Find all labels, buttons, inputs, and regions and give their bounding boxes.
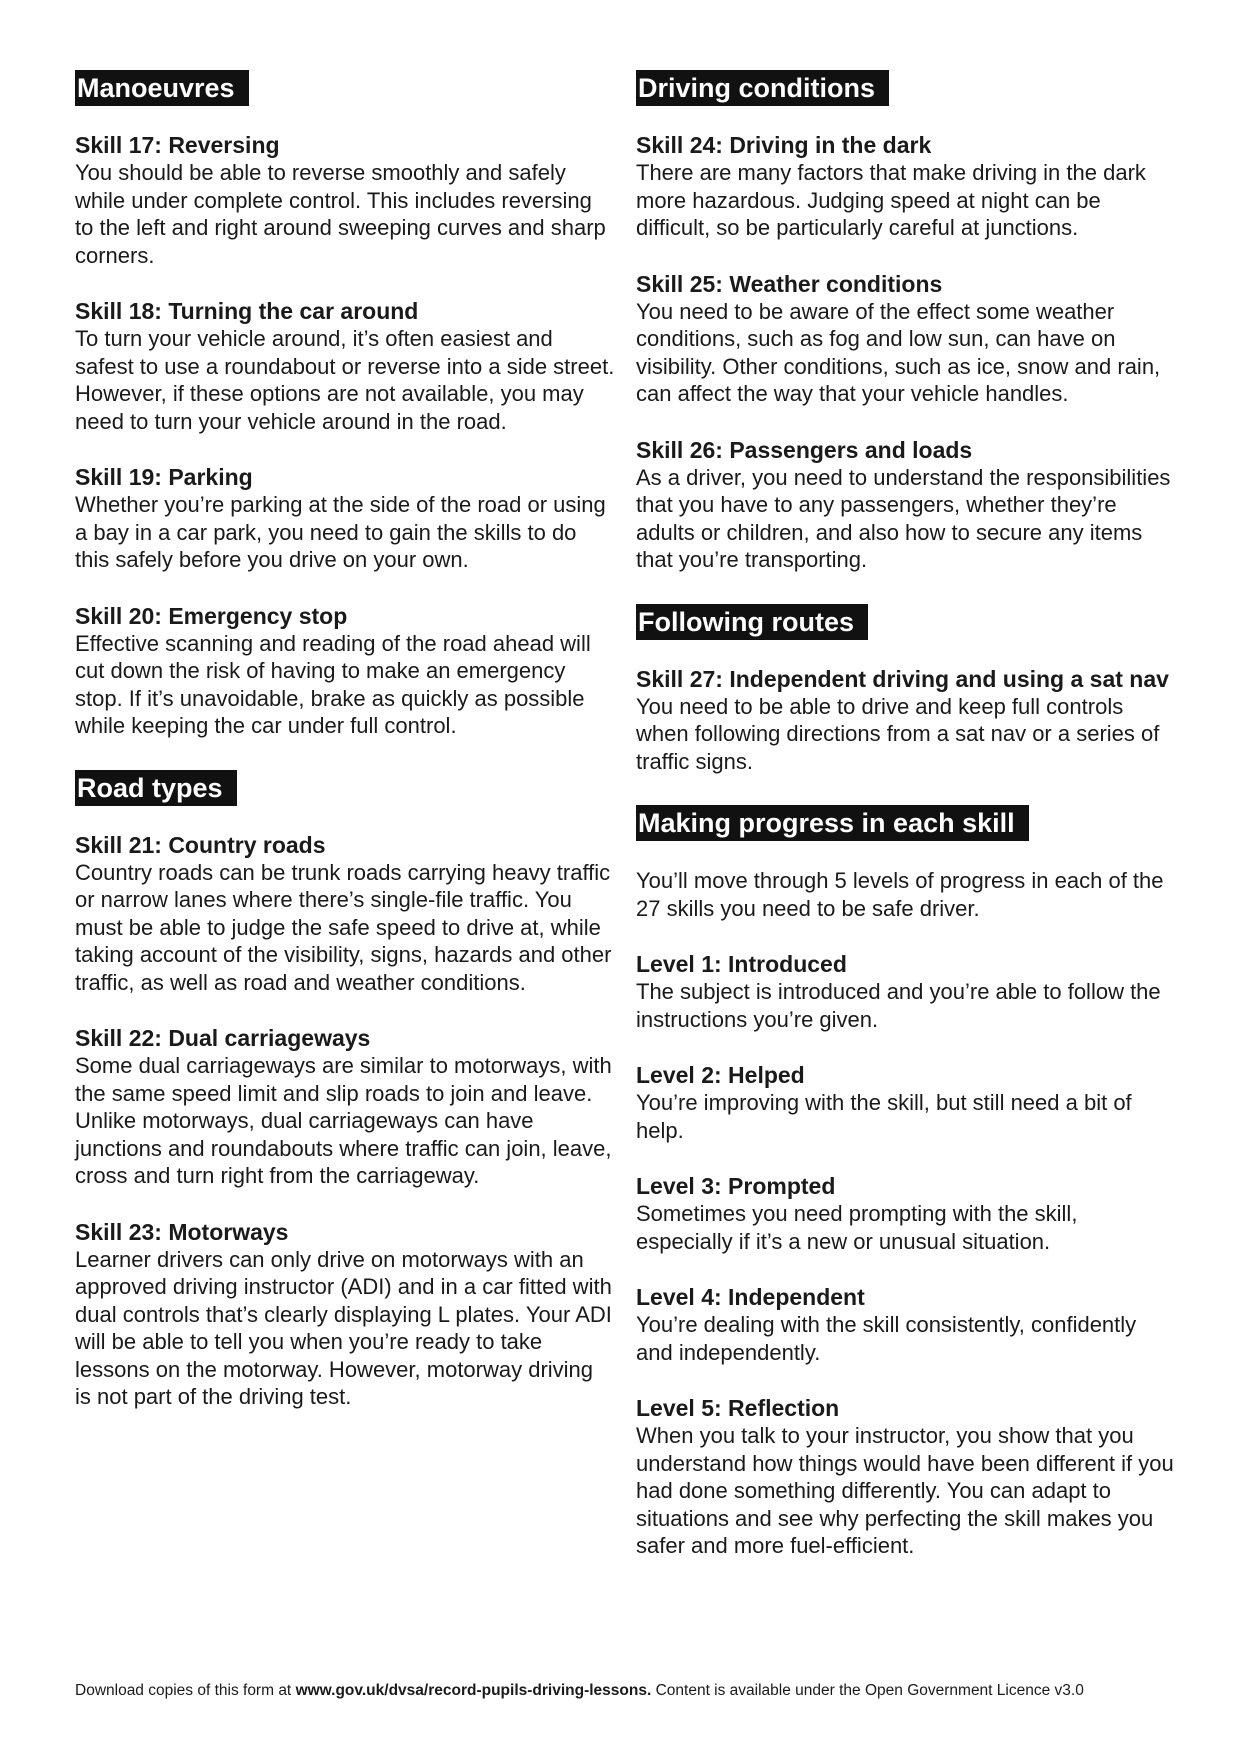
skill-27 xyxy=(636,666,1176,776)
skill-22 xyxy=(75,1025,615,1190)
level-title: Level 3: Prompted xyxy=(636,1173,836,1199)
skill-21 xyxy=(75,832,615,997)
footer-licence: Content is available under the Open Government Licence v3.0 xyxy=(651,1682,1084,1699)
skill-description: There are many factors that make driving in the dark more hazardous. Judging speed at night can be difficult, so be particularly careful at junctions. xyxy=(636,160,1146,240)
skill-title: Skill 21: Country roads xyxy=(75,831,326,858)
level-description: The subject is introduced and you’re able to follow the instructions you’re given. xyxy=(636,979,1161,1032)
level-description: Sometimes you need prompting with the skill, especially if it’s a new or unusual situation. xyxy=(636,1201,1078,1254)
footer-prefix: Download copies of this form at xyxy=(75,1682,296,1699)
skill-23 xyxy=(75,1219,615,1411)
section-heading: Manoeuvres xyxy=(75,70,249,106)
skill-description: Effective scanning and reading of the road ahead will cut down the risk of having to make an emergency stop. If it’s unavoidable, brake as quickly as possible while keeping the car under full control. xyxy=(75,630,591,738)
skill-20 xyxy=(75,603,615,740)
skill-title: Skill 23: Motorways xyxy=(75,1218,289,1245)
skill-description: Learner drivers can only drive on motorways with an approved driving instructor (ADI) and in a car fitted with dual controls that’s clearly displaying L plates. Your ADI will be able to tell you when you’re ready to take lessons on the motorway. However, motorway driving is not part of the driving test. xyxy=(75,1246,612,1409)
skill-title: Skill 25: Weather conditions xyxy=(636,270,943,297)
section-heading: Making progress in each skill xyxy=(636,805,1029,841)
section-heading: Road types xyxy=(75,770,237,806)
skill-24 xyxy=(636,132,1176,242)
level-description: When you talk to your instructor, you show that you understand how things would have been different if you had done something differently. You can adapt to situations and see why perfecting the skill makes you safer and more fuel-efficient. xyxy=(636,1423,1174,1558)
level-title: Level 1: Introduced xyxy=(636,951,847,977)
skill-title: Skill 24: Driving in the dark xyxy=(636,132,932,158)
footer-link[interactable]: www.gov.uk/dvsa/record-pupils-driving-lessons. xyxy=(295,1682,652,1699)
level-description: You’re improving with the skill, but still need a bit of help. xyxy=(636,1090,1132,1143)
skill-26 xyxy=(636,437,1176,574)
level-description: You’re dealing with the skill consistently, confidently and independently. xyxy=(636,1312,1137,1365)
skill-description: Whether you’re parking at the side of the road or using a bay in a car park, you need to gain the skills to do this safely before you drive on your own. xyxy=(75,492,606,572)
skill-title: Skill 26: Passengers and loads xyxy=(636,436,973,463)
section-driving-conditions xyxy=(636,70,1176,574)
skill-description: As a driver, you need to understand the responsibilities that you have to any passengers, whether they’re adults or children, and also how to secure any items that you’re transporting. xyxy=(636,464,1171,572)
progress-intro: You’ll move through 5 levels of progress in each of the 27 skills you need to be safe driver. xyxy=(636,868,1164,921)
skill-title: Skill 19: Parking xyxy=(75,464,253,490)
skill-18 xyxy=(75,298,615,435)
skill-17 xyxy=(75,132,615,269)
level-3 xyxy=(636,1173,1176,1255)
skill-25 xyxy=(636,271,1176,408)
level-5 xyxy=(636,1395,1176,1560)
skill-title: Skill 27: Independent driving and using a sat nav xyxy=(636,665,1169,692)
skill-description: You should be able to reverse smoothly and safely while under complete control. This includes reversing to the left and right around sweeping curves and sharp corners. xyxy=(75,160,606,268)
section-body xyxy=(75,832,615,1411)
level-1 xyxy=(636,951,1176,1033)
section-body xyxy=(636,666,1176,776)
right-column xyxy=(636,70,1176,1590)
skill-19 xyxy=(75,464,615,574)
skill-title: Skill 17: Reversing xyxy=(75,132,280,158)
level-title: Level 5: Reflection xyxy=(636,1395,840,1421)
section-manoeuvres xyxy=(75,70,615,740)
page-footer xyxy=(75,1681,1175,1701)
section-body xyxy=(636,132,1176,574)
left-column xyxy=(75,70,615,1441)
section-road-types xyxy=(75,770,615,1411)
section-body xyxy=(636,867,1176,1560)
level-2 xyxy=(636,1062,1176,1144)
level-4 xyxy=(636,1284,1176,1366)
section-making-progress xyxy=(636,805,1176,1560)
skill-description: To turn your vehicle around, it’s often easiest and safest to use a roundabout or reverse into a side street. However, if these options are not available, you may need to turn your vehicle around in the road. xyxy=(75,326,615,434)
section-body xyxy=(75,132,615,740)
skill-title: Skill 18: Turning the car around xyxy=(75,298,419,324)
skill-description: You need to be aware of the effect some weather conditions, such as fog and low sun, can have on visibility. Other conditions, such as ice, snow and rain, can affect the way that your vehicle handles. xyxy=(636,298,1161,406)
skill-description: Country roads can be trunk roads carrying heavy traffic or narrow lanes where there’s single-file traffic. You must be able to judge the safe speed to drive at, while taking account of the visibility, signs, hazards and other traffic, as well as road and weather conditions. xyxy=(75,859,612,995)
section-heading: Following routes xyxy=(636,604,868,640)
level-title: Level 2: Helped xyxy=(636,1062,805,1088)
skill-description: Some dual carriageways are similar to motorways, with the same speed limit and slip roads to join and leave. Unlike motorways, dual carriageways can have junctions and roundabouts where traffic can join, leave, cross and turn right from the carriageway. xyxy=(75,1053,612,1188)
section-heading: Driving conditions xyxy=(636,70,889,106)
level-title: Level 4: Independent xyxy=(636,1284,865,1310)
skill-description: You need to be able to drive and keep full controls when following directions from a sat nav or a series of traffic signs. xyxy=(636,693,1160,774)
section-following-routes xyxy=(636,604,1176,776)
skill-title: Skill 22: Dual carriageways xyxy=(75,1025,371,1051)
skill-title: Skill 20: Emergency stop xyxy=(75,602,348,629)
